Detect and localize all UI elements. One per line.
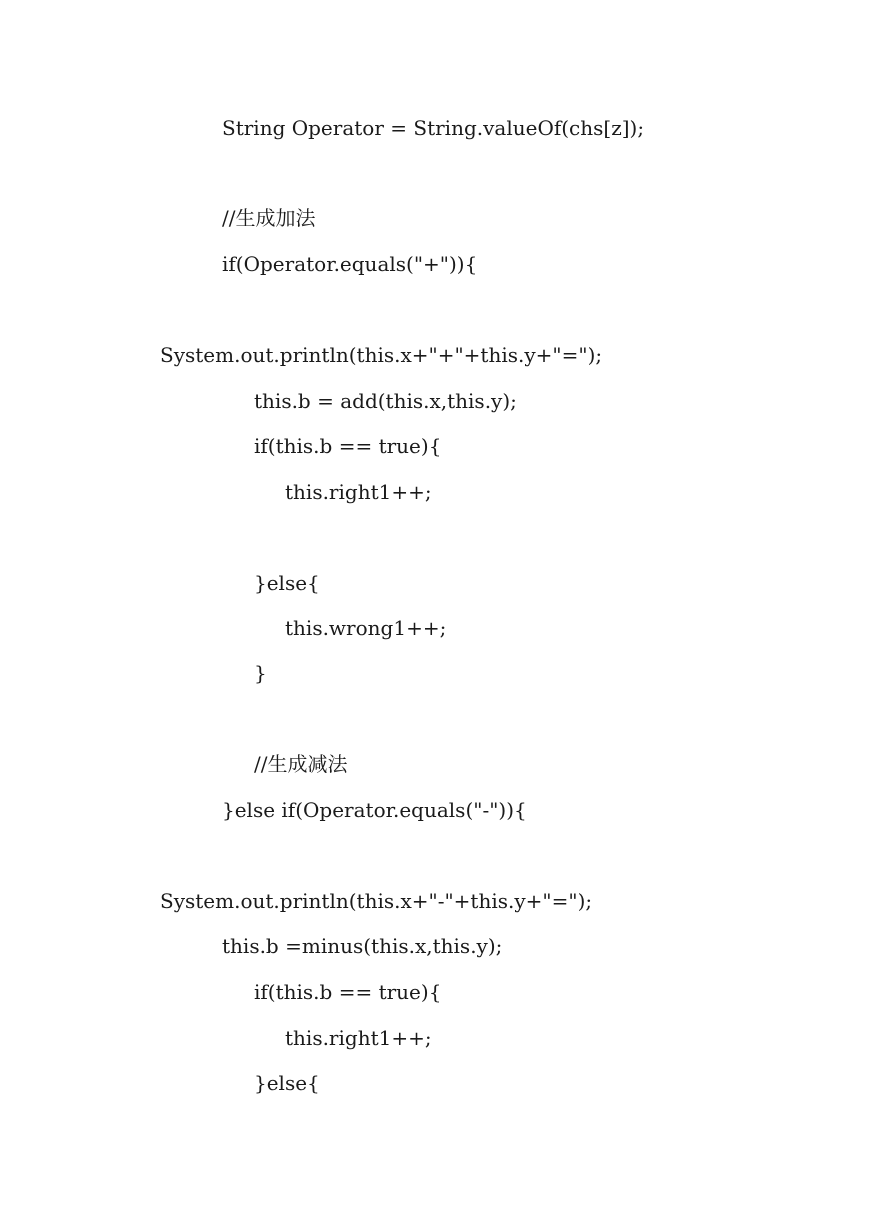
code-line-if-true-1: if(this.b == true){ bbox=[254, 434, 442, 458]
code-line-println-minus: System.out.println(this.x+"-"+this.y+"="); bbox=[160, 889, 593, 913]
code-line-if-true-2: if(this.b == true){ bbox=[254, 980, 442, 1004]
code-line-minus-call: this.b =minus(this.x,this.y); bbox=[222, 934, 503, 958]
code-line-operator-decl: String Operator = String.valueOf(chs[z]); bbox=[222, 116, 645, 140]
code-line-right-increment-1: this.right1++; bbox=[285, 480, 432, 504]
code-line-println-plus: System.out.println(this.x+"+"+this.y+"="); bbox=[160, 343, 603, 367]
code-line-right-increment-2: this.right1++; bbox=[285, 1026, 432, 1050]
code-line-wrong-increment: this.wrong1++; bbox=[285, 616, 447, 640]
code-line-add-call: this.b = add(this.x,this.y); bbox=[254, 389, 517, 413]
code-line-else-1: }else{ bbox=[254, 571, 320, 595]
code-line-close-brace: } bbox=[254, 661, 267, 685]
code-comment-subtraction: //生成减法 bbox=[254, 752, 348, 776]
code-line-else-2: }else{ bbox=[254, 1071, 320, 1095]
code-line-if-plus: if(Operator.equals("+")){ bbox=[222, 252, 478, 276]
code-line-else-if-minus: }else if(Operator.equals("-")){ bbox=[222, 798, 527, 822]
code-comment-addition: //生成加法 bbox=[222, 206, 316, 230]
